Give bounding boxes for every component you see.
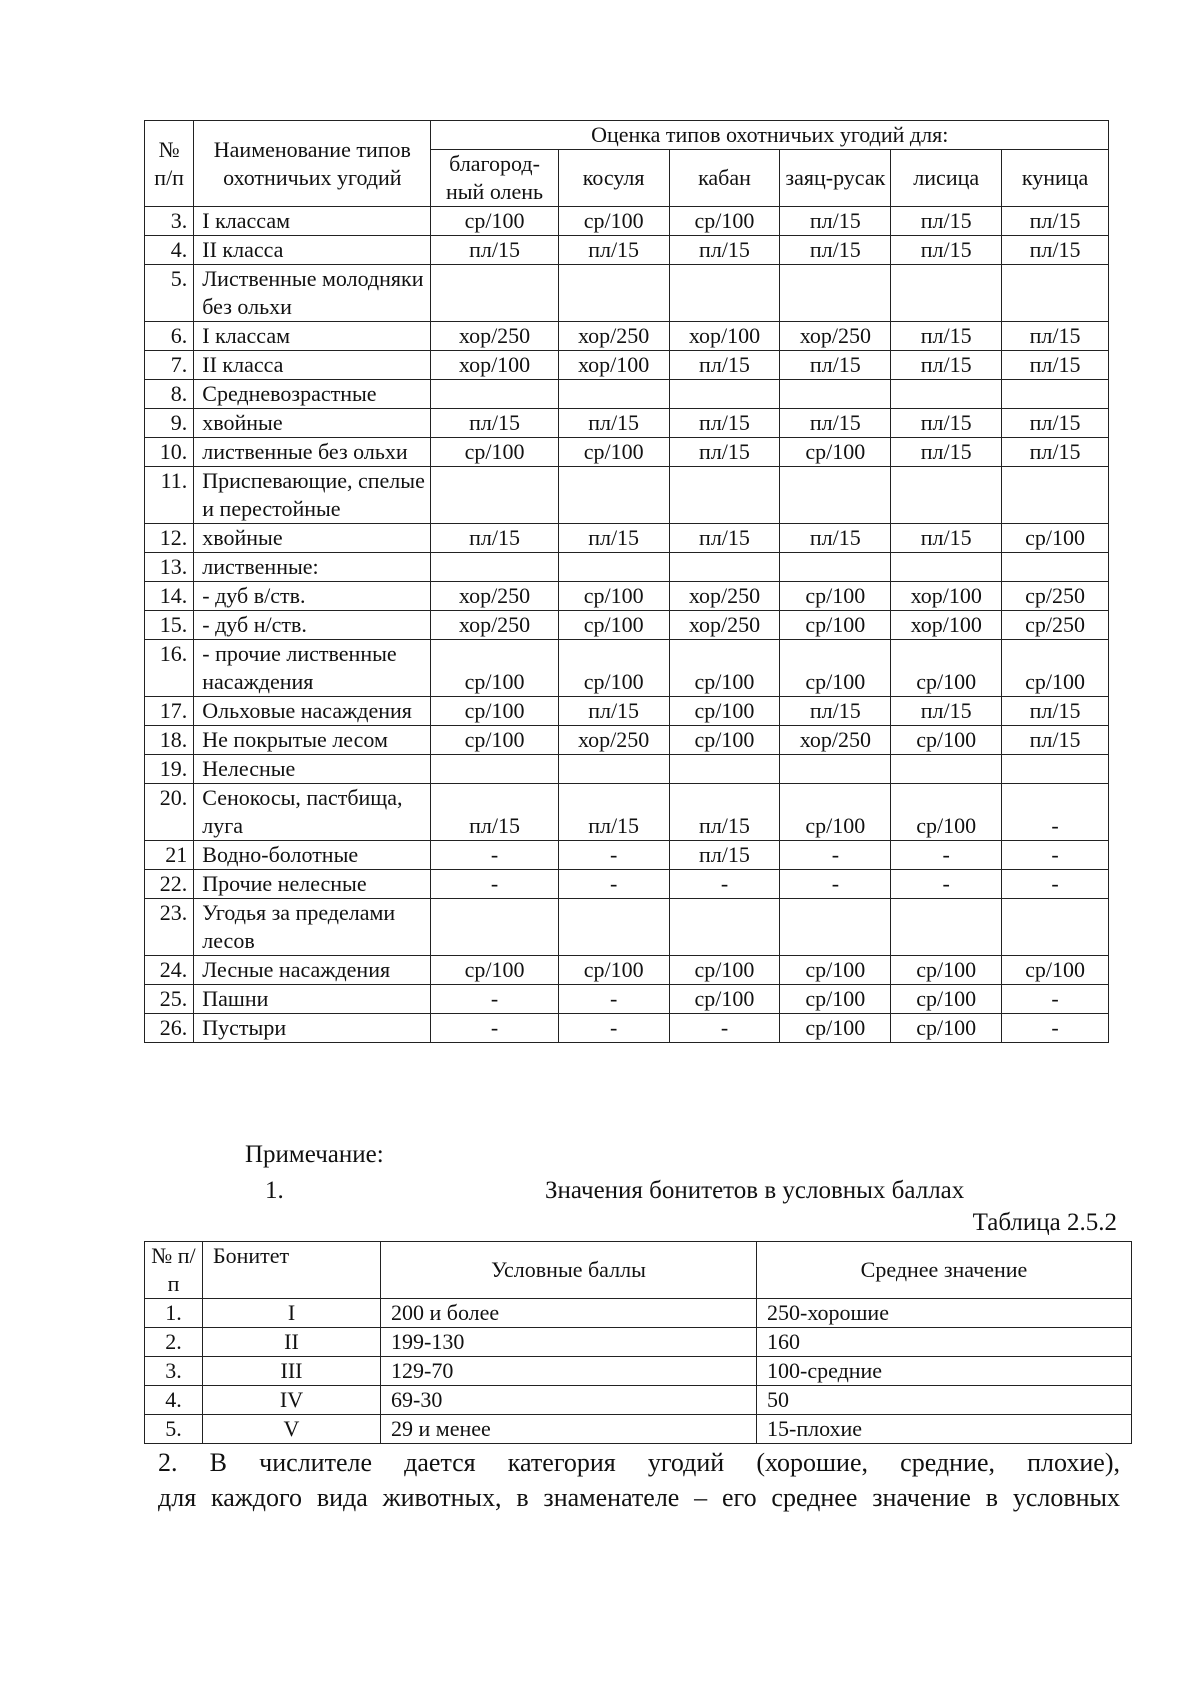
rating-cell: пл/15 [891,438,1002,467]
table-row [145,582,1109,611]
row-number: 5. [145,265,194,322]
rating-cell: пл/15 [780,207,891,236]
rating-cell: ср/100 [431,697,558,726]
table-row [145,956,1109,985]
row-number: 14. [145,582,194,611]
rating-cell: пл/15 [431,784,558,841]
rating-cell [431,380,558,409]
table-row [145,640,1109,697]
header-name: Наименование типов охотничьих угодий [194,121,431,207]
row-name: лиственные: [194,553,431,582]
rating-cell: пл/15 [891,236,1002,265]
rating-cell [891,755,1002,784]
rating-cell: - [669,1014,780,1043]
row-name: II класса [194,351,431,380]
rating-cell: хор/100 [558,351,669,380]
row-name: хвойные [194,524,431,553]
row-name: Сенокосы, пастбища, луга [194,784,431,841]
rating-cell: пл/15 [891,322,1002,351]
row-number: 25. [145,985,194,1014]
rating-cell: хор/250 [669,582,780,611]
bonitet-points-cell: 69-30 [381,1386,757,1415]
row-number: 24. [145,956,194,985]
rating-cell [780,380,891,409]
header-species: куница [1002,150,1109,207]
rating-cell [1002,899,1109,956]
rating-cell: ср/100 [558,640,669,697]
row-number: 18. [145,726,194,755]
row-name: Ольховые насаждения [194,697,431,726]
rating-cell: ср/250 [1002,582,1109,611]
rating-cell: ср/100 [669,985,780,1014]
rating-cell: - [558,870,669,899]
rating-cell [1002,467,1109,524]
rating-cell: пл/15 [558,697,669,726]
rating-cell: пл/15 [891,524,1002,553]
rating-cell [558,467,669,524]
row-name: Не покрытые лесом [194,726,431,755]
rating-cell [669,899,780,956]
rating-cell: ср/100 [669,697,780,726]
table-row [145,322,1109,351]
note-label: Примечание: [245,1141,384,1168]
rating-cell: ср/100 [780,611,891,640]
row-number: 9. [145,409,194,438]
rating-cell [431,755,558,784]
table-row [145,1328,1132,1357]
table-row [145,409,1109,438]
rating-cell: ср/100 [431,438,558,467]
rating-cell: пл/15 [780,697,891,726]
rating-cell: пл/15 [1002,438,1109,467]
rating-cell: хор/100 [891,582,1002,611]
rating-cell: пл/15 [1002,697,1109,726]
t2-header-points: Условные баллы [381,1242,757,1299]
rating-cell [1002,755,1109,784]
row-number: 6. [145,322,194,351]
rating-cell: - [1002,841,1109,870]
rating-cell: пл/15 [1002,409,1109,438]
rating-cell: - [558,841,669,870]
row-name: лиственные без ольхи [194,438,431,467]
rating-cell [780,899,891,956]
rating-cell: хор/100 [891,611,1002,640]
row-name: Лиственные молодняки без ольхи [194,265,431,322]
row-number: 4. [145,236,194,265]
rating-cell: ср/100 [891,784,1002,841]
header-group: Оценка типов охотничьих угодий для: [431,121,1109,150]
bonitet-avg-cell: 160 [757,1328,1132,1357]
row-name: I классам [194,207,431,236]
rating-cell [891,265,1002,322]
header-species: косуля [558,150,669,207]
table-row [145,236,1109,265]
rating-cell [780,265,891,322]
rating-cell [780,755,891,784]
table-row [145,611,1109,640]
rating-cell: ср/100 [669,956,780,985]
row-number: 15. [145,611,194,640]
row-name: Пустыри [194,1014,431,1043]
bonitet-points-cell: 29 и менее [381,1415,757,1444]
row-number: 19. [145,755,194,784]
rating-cell: ср/100 [558,582,669,611]
rating-cell: хор/250 [669,611,780,640]
rating-cell: пл/15 [891,351,1002,380]
rating-cell [669,755,780,784]
rating-cell: ср/100 [558,611,669,640]
table-row [145,351,1109,380]
rating-cell: пл/15 [780,409,891,438]
row-name: - дуб в/ств. [194,582,431,611]
table-row [145,380,1109,409]
rating-cell: ср/100 [669,640,780,697]
rating-cell: ср/100 [780,985,891,1014]
table-row [145,985,1109,1014]
bonitet-points-cell: 200 и более [381,1299,757,1328]
rating-cell: ср/100 [1002,640,1109,697]
bonitet-avg-cell: 50 [757,1386,1132,1415]
paragraph-line-1: 2. В числителе дается категория угодий (хорошие, средние, плохие), [158,1448,1120,1477]
rating-cell [669,380,780,409]
rating-cell [431,899,558,956]
rating-cell: пл/15 [891,697,1002,726]
table-row [145,438,1109,467]
rating-cell: пл/15 [558,784,669,841]
row-name: хвойные [194,409,431,438]
rating-cell: хор/250 [431,611,558,640]
rating-cell: ср/100 [780,582,891,611]
rating-cell: ср/100 [558,956,669,985]
rating-cell: пл/15 [431,524,558,553]
rating-cell: ср/100 [780,640,891,697]
rating-cell: пл/15 [669,409,780,438]
rating-cell: хор/250 [558,726,669,755]
rating-cell [558,755,669,784]
header-species: кабан [669,150,780,207]
rating-cell [431,467,558,524]
rating-cell: - [669,870,780,899]
bonitet-avg-cell: 250-хорошие [757,1299,1132,1328]
bonitet-bonitet-cell: I [203,1299,381,1328]
header-species: благород-ный олень [431,150,558,207]
rating-cell: - [780,841,891,870]
rating-cell: пл/15 [558,236,669,265]
rating-cell [558,899,669,956]
rating-cell: - [1002,784,1109,841]
bonitet-num-cell: 1. [145,1299,203,1328]
rating-cell: пл/15 [669,236,780,265]
rating-cell: ср/100 [891,985,1002,1014]
rating-cell: - [431,985,558,1014]
rating-cell: пл/15 [558,409,669,438]
row-name: I классам [194,322,431,351]
table-row [145,784,1109,841]
row-number: 8. [145,380,194,409]
rating-cell: хор/250 [780,726,891,755]
rating-cell [558,265,669,322]
rating-cell: ср/100 [891,640,1002,697]
rating-cell [891,380,1002,409]
rating-cell: ср/100 [891,1014,1002,1043]
row-number: 22. [145,870,194,899]
row-number: 12. [145,524,194,553]
row-number: 7. [145,351,194,380]
rating-cell: - [431,870,558,899]
bonitet-num-cell: 3. [145,1357,203,1386]
row-number: 20. [145,784,194,841]
rating-cell: - [891,841,1002,870]
row-number: 21 [145,841,194,870]
rating-cell: пл/15 [780,351,891,380]
header-species: заяц-русак [780,150,891,207]
rating-cell: ср/100 [431,640,558,697]
t2-header-bonitet: Бонитет [203,1242,381,1299]
row-name: Угодья за пределами лесов [194,899,431,956]
row-name: Нелесные [194,755,431,784]
row-number: 23. [145,899,194,956]
table-row [145,870,1109,899]
rating-cell: - [780,870,891,899]
rating-cell [431,265,558,322]
row-name: - прочие лиственные насаждения [194,640,431,697]
rating-cell: ср/100 [891,726,1002,755]
rating-cell [431,553,558,582]
rating-cell: ср/100 [780,956,891,985]
row-name: Приспевающие, спелые и перестойные [194,467,431,524]
table-row [145,841,1109,870]
rating-cell [891,553,1002,582]
bonitet-avg-cell: 100-средние [757,1357,1132,1386]
rating-cell: ср/100 [891,956,1002,985]
rating-cell: пл/15 [669,841,780,870]
rating-cell: ср/250 [1002,611,1109,640]
rating-cell: пл/15 [669,351,780,380]
rating-cell: хор/100 [669,322,780,351]
rating-cell: пл/15 [669,524,780,553]
rating-cell: ср/100 [1002,956,1109,985]
rating-cell [780,553,891,582]
table-row [145,524,1109,553]
rating-cell: ср/100 [780,438,891,467]
rating-cell: пл/15 [431,409,558,438]
table2-label: Таблица 2.5.2 [972,1209,1117,1236]
row-name: Водно-болотные [194,841,431,870]
rating-cell: ср/100 [431,956,558,985]
rating-cell: пл/15 [1002,207,1109,236]
table-row [145,1357,1132,1386]
rating-cell: пл/15 [780,236,891,265]
rating-cell: пл/15 [1002,726,1109,755]
rating-cell: ср/100 [669,207,780,236]
table-row [145,1014,1109,1043]
rating-cell: пл/15 [780,524,891,553]
bonitet-num-cell: 4. [145,1386,203,1415]
t2-header-num: № п/п [145,1242,203,1299]
row-name: II класса [194,236,431,265]
rating-cell: пл/15 [669,784,780,841]
rating-cell [1002,553,1109,582]
hunting-grounds-table [144,120,1109,1043]
rating-cell: хор/100 [431,351,558,380]
row-number: 17. [145,697,194,726]
rating-cell: пл/15 [669,438,780,467]
bonitet-avg-cell: 15-плохие [757,1415,1132,1444]
t2-header-avg: Среднее значение [757,1242,1132,1299]
table-row [145,1299,1132,1328]
row-name: Пашни [194,985,431,1014]
rating-cell [669,553,780,582]
rating-cell: - [1002,870,1109,899]
rating-cell: ср/100 [558,438,669,467]
row-name: - дуб н/ств. [194,611,431,640]
rating-cell: - [431,841,558,870]
rating-cell: - [891,870,1002,899]
header-species: лисица [891,150,1002,207]
table-row [145,265,1109,322]
rating-cell: пл/15 [558,524,669,553]
bonitet-num-cell: 2. [145,1328,203,1357]
table-row [145,1415,1132,1444]
bonitet-points-cell: 129-70 [381,1357,757,1386]
bonitet-bonitet-cell: III [203,1357,381,1386]
bonitet-table [144,1241,1132,1444]
rating-cell [780,467,891,524]
row-number: 26. [145,1014,194,1043]
rating-cell: ср/100 [431,726,558,755]
rating-cell: ср/100 [431,207,558,236]
rating-cell: пл/15 [431,236,558,265]
note-item-number: 1. [265,1177,284,1204]
rating-cell: ср/100 [558,207,669,236]
row-name: Средневозрастные [194,380,431,409]
row-number: 16. [145,640,194,697]
table-row [145,207,1109,236]
rating-cell: - [1002,985,1109,1014]
rating-cell: - [558,985,669,1014]
rating-cell: пл/15 [1002,236,1109,265]
row-number: 11. [145,467,194,524]
rating-cell: ср/100 [780,1014,891,1043]
table-row [145,899,1109,956]
table-row [145,697,1109,726]
table-row [145,726,1109,755]
table-row [145,755,1109,784]
rating-cell: хор/250 [431,582,558,611]
bonitet-bonitet-cell: II [203,1328,381,1357]
header-num: № п/п [145,121,194,207]
rating-cell [1002,380,1109,409]
rating-cell [669,467,780,524]
rating-cell: хор/250 [780,322,891,351]
rating-cell [558,553,669,582]
row-name: Лесные насаждения [194,956,431,985]
table2-title: Значения бонитетов в условных баллах [545,1177,965,1204]
table-row [145,467,1109,524]
bonitet-bonitet-cell: IV [203,1386,381,1415]
rating-cell: хор/250 [431,322,558,351]
row-number: 13. [145,553,194,582]
table-row [145,553,1109,582]
rating-cell: пл/15 [891,207,1002,236]
rating-cell [1002,265,1109,322]
rating-cell [558,380,669,409]
table-row [145,1386,1132,1415]
row-name: Прочие нелесные [194,870,431,899]
rating-cell: ср/100 [669,726,780,755]
rating-cell [891,467,1002,524]
rating-cell: хор/250 [558,322,669,351]
rating-cell [669,265,780,322]
bonitet-bonitet-cell: V [203,1415,381,1444]
rating-cell: - [558,1014,669,1043]
rating-cell: пл/15 [1002,351,1109,380]
rating-cell: ср/100 [780,784,891,841]
rating-cell: ср/100 [1002,524,1109,553]
bonitet-points-cell: 199-130 [381,1328,757,1357]
rating-cell: пл/15 [1002,322,1109,351]
rating-cell: пл/15 [891,409,1002,438]
row-number: 3. [145,207,194,236]
rating-cell [891,899,1002,956]
paragraph-line-2: для каждого вида животных, в знаменателе – его среднее значение в условных [158,1483,1120,1512]
row-number: 10. [145,438,194,467]
bonitet-num-cell: 5. [145,1415,203,1444]
rating-cell: - [431,1014,558,1043]
rating-cell: - [1002,1014,1109,1043]
